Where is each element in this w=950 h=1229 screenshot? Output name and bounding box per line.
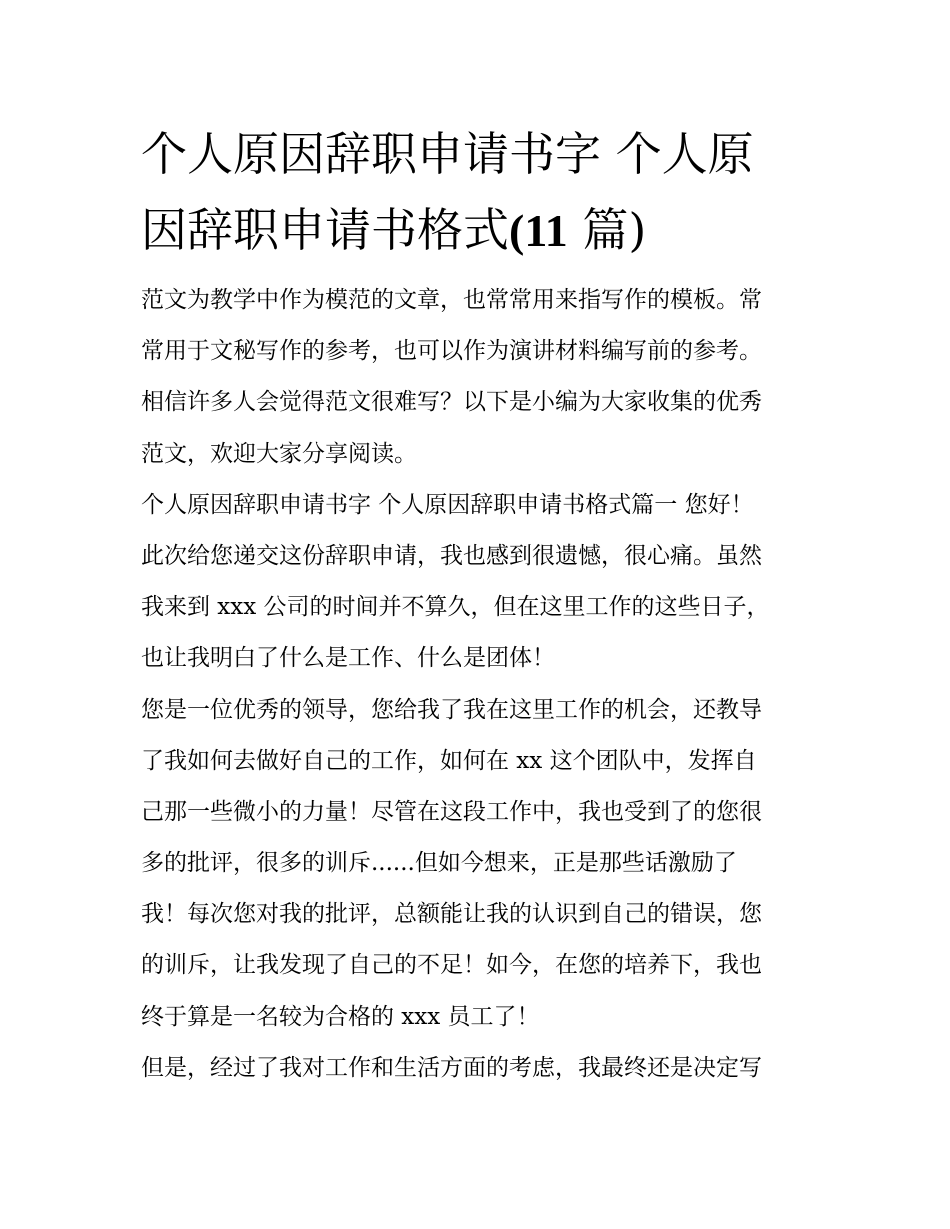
body-line-12: 多的批评，很多的训斥......但如今想来，正是那些话激励了 xyxy=(141,850,737,877)
body-line-2: 常用于文秘写作的参考，也可以作为演讲材料编写前的参考。 xyxy=(141,338,762,365)
body-line-8: 也让我明白了什么是工作、什么是团体！ xyxy=(141,645,555,672)
body-line-5: 个人原因辞职申请书字 个人原因辞职申请书格式篇一 您好！ xyxy=(141,491,754,518)
body-line-13: 我！每次您对我的批评，总额能让我的认识到自己的错误，您 xyxy=(141,901,762,928)
body-line-14: 的训斥，让我发现了自己的不足！如今，在您的培养下，我也 xyxy=(141,952,762,979)
body-line-6: 此次给您递交这份辞职申请，我也感到很遗憾，很心痛。虽然 xyxy=(141,542,762,569)
body-line-15: 终于算是一名较为合格的 xxx 员工了！ xyxy=(141,1003,540,1030)
body-line-3: 相信许多人会觉得范文很难写？以下是小编为大家收集的优秀 xyxy=(141,389,762,416)
body-line-11: 己那一些微小的力量！尽管在这段工作中，我也受到了的您很 xyxy=(141,798,762,825)
body-line-9: 您是一位优秀的领导，您给我了我在这里工作的机会，还教导 xyxy=(141,696,762,723)
title-line-2 xyxy=(141,192,821,268)
body-line-16: 但是，经过了我对工作和生活方面的考虑，我最终还是决定写 xyxy=(141,1054,762,1081)
body-line-7: 我来到 xxx 公司的时间并不算久，但在这里工作的这些日子， xyxy=(141,594,770,621)
body-line-4: 范文，欢迎大家分享阅读。 xyxy=(141,440,417,467)
document-title xyxy=(141,116,821,268)
body-line-1: 范文为教学中作为模范的文章，也常常用来指写作的模板。常 xyxy=(141,287,762,313)
title-line-2-suffix: 篇) xyxy=(567,203,647,257)
document-body xyxy=(141,275,821,1094)
body-line-10: 了我如何去做好自己的工作，如何在 xx 这个团队中，发挥自 xyxy=(141,747,757,774)
title-line-2-prefix: 因辞职申请书格式 xyxy=(141,203,509,257)
title-line-2-count: (11 xyxy=(509,205,568,256)
title-line-1: 个人原因辞职申请书字 个人原 xyxy=(141,127,754,181)
